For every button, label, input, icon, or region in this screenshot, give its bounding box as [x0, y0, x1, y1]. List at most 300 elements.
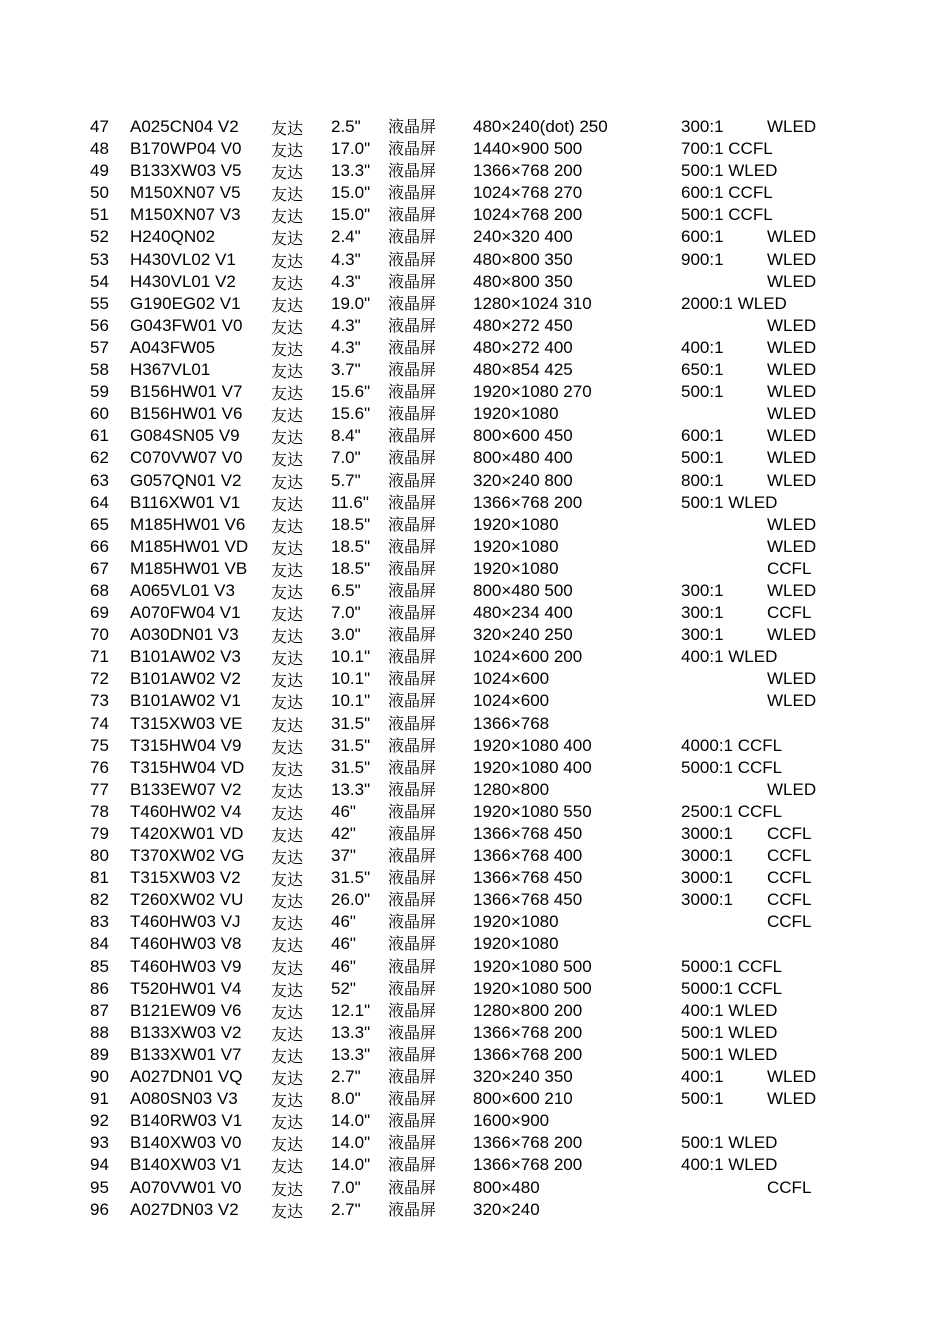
product-type: 液晶屏: [388, 448, 437, 468]
contrast-backlight: 2500:1 CCFL: [681, 801, 783, 821]
row-number: 60: [90, 404, 109, 424]
table-row: [0, 1000, 950, 1022]
backlight-type: WLED: [767, 625, 817, 645]
row-number: 47: [90, 117, 109, 136]
row-number: 84: [90, 934, 109, 954]
screen-size: 3.7": [331, 360, 361, 380]
row-number: 61: [90, 426, 109, 446]
backlight-type: CCFL: [767, 890, 812, 910]
model-code: B133EW07 V2: [130, 779, 242, 799]
backlight-type: CCFL: [767, 824, 812, 843]
table-row: [0, 1088, 950, 1110]
resolution-brightness: 480×234 400: [473, 603, 573, 623]
resolution-brightness: 1366×768 200: [473, 1044, 583, 1064]
model-code: A070VW01 V0: [130, 1177, 242, 1197]
resolution-brightness: 1920×1080 500: [473, 956, 592, 976]
screen-size: 2.7": [331, 1067, 361, 1087]
screen-size: 14.0": [331, 1133, 371, 1153]
contrast-backlight: 500:1 CCFL: [681, 205, 773, 225]
product-type: 液晶屏: [388, 912, 437, 932]
resolution-brightness: 800×600 210: [473, 1089, 573, 1109]
backlight-type: CCFL: [767, 846, 812, 866]
model-code: T420XW01 VD: [130, 824, 244, 843]
screen-size: 46": [331, 801, 356, 821]
contrast-ratio: 300:1: [681, 603, 724, 623]
table-row: [0, 735, 950, 757]
table-row: [0, 867, 950, 889]
backlight-type: WLED: [767, 580, 817, 600]
row-number: 70: [90, 625, 109, 645]
product-table: [0, 116, 950, 1221]
row-number: 71: [90, 647, 109, 667]
table-row: [0, 536, 950, 558]
contrast-backlight: 4000:1 CCFL: [681, 735, 783, 755]
table-row: [0, 160, 950, 182]
product-type: 液晶屏: [388, 647, 437, 667]
product-type: 液晶屏: [388, 713, 437, 733]
model-code: T460HW02 V4: [130, 801, 242, 821]
resolution-brightness: 800×480: [473, 1177, 540, 1197]
resolution-brightness: 1280×800: [473, 779, 550, 799]
screen-size: 13.3": [331, 161, 371, 181]
brand-name: 友达: [271, 362, 304, 382]
row-number: 54: [90, 271, 109, 291]
brand-name: 友达: [271, 295, 304, 315]
model-code: G057QN01 V2: [130, 470, 242, 490]
contrast-ratio: 500:1: [681, 448, 724, 468]
row-number: 68: [90, 580, 109, 600]
product-type: 液晶屏: [388, 1155, 437, 1175]
contrast-ratio: 650:1: [681, 360, 724, 380]
product-type: 液晶屏: [388, 735, 437, 755]
row-number: 75: [90, 735, 109, 755]
table-row: [0, 845, 950, 867]
table-row: [0, 249, 950, 271]
model-code: G043FW01 V0: [130, 315, 243, 335]
screen-size: 46": [331, 956, 356, 976]
brand-name: 友达: [271, 516, 304, 536]
contrast-backlight: 2000:1 WLED: [681, 293, 787, 313]
row-number: 67: [90, 558, 109, 578]
brand-name: 友达: [271, 582, 304, 602]
table-row: [0, 425, 950, 447]
brand-name: 友达: [271, 1069, 304, 1089]
brand-name: 友达: [271, 119, 304, 138]
model-code: B101AW02 V3: [130, 647, 241, 667]
backlight-type: WLED: [767, 691, 817, 711]
product-type: 液晶屏: [388, 337, 437, 357]
brand-name: 友达: [271, 1113, 304, 1133]
model-code: C070VW07 V0: [130, 448, 243, 468]
screen-size: 2.5": [331, 117, 361, 136]
backlight-type: WLED: [767, 470, 817, 490]
brand-name: 友达: [271, 141, 304, 161]
brand-name: 友达: [271, 273, 304, 293]
brand-name: 友达: [271, 406, 304, 426]
table-row: [0, 315, 950, 337]
row-number: 49: [90, 161, 109, 181]
product-type: 液晶屏: [388, 492, 437, 512]
table-row: [0, 558, 950, 580]
contrast-ratio: 600:1: [681, 426, 724, 446]
row-number: 69: [90, 603, 109, 623]
row-number: 91: [90, 1089, 109, 1109]
model-code: T315XW03 VE: [130, 713, 243, 733]
screen-size: 10.1": [331, 669, 371, 689]
row-number: 85: [90, 956, 109, 976]
table-row: [0, 889, 950, 911]
backlight-type: CCFL: [767, 558, 812, 578]
screen-size: 31.5": [331, 735, 371, 755]
brand-name: 友达: [271, 560, 304, 580]
product-type: 液晶屏: [388, 382, 437, 402]
brand-name: 友达: [271, 251, 304, 271]
brand-name: 友达: [271, 1157, 304, 1177]
screen-size: 12.1": [331, 1000, 371, 1020]
contrast-backlight: 500:1 WLED: [681, 1022, 778, 1042]
brand-name: 友达: [271, 229, 304, 249]
contrast-ratio: 900:1: [681, 249, 724, 269]
screen-size: 15.0": [331, 205, 371, 225]
resolution-brightness: 1920×1080 400: [473, 735, 592, 755]
backlight-type: WLED: [767, 315, 817, 335]
backlight-type: WLED: [767, 227, 817, 247]
screen-size: 3.0": [331, 625, 361, 645]
table-row: [0, 978, 950, 1000]
resolution-brightness: 480×854 425: [473, 360, 573, 380]
product-type: 液晶屏: [388, 249, 437, 269]
screen-size: 8.4": [331, 426, 361, 446]
contrast-ratio: 3000:1: [681, 824, 733, 843]
row-number: 62: [90, 448, 109, 468]
screen-size: 4.3": [331, 337, 361, 357]
screen-size: 18.5": [331, 536, 371, 556]
table-row: [0, 1044, 950, 1066]
model-code: B156HW01 V6: [130, 404, 243, 424]
table-row: [0, 757, 950, 779]
resolution-brightness: 1280×800 200: [473, 1000, 583, 1020]
row-number: 95: [90, 1177, 109, 1197]
resolution-brightness: 320×240 250: [473, 625, 573, 645]
backlight-type: WLED: [767, 1089, 817, 1109]
model-code: A080SN03 V3: [130, 1089, 238, 1109]
product-type: 液晶屏: [388, 1089, 437, 1109]
table-row: [0, 359, 950, 381]
model-code: A043FW05: [130, 337, 216, 357]
backlight-type: CCFL: [767, 603, 812, 623]
screen-size: 6.5": [331, 580, 361, 600]
model-code: T370XW02 VG: [130, 846, 245, 866]
model-code: B101AW02 V2: [130, 669, 241, 689]
contrast-ratio: 3000:1: [681, 890, 733, 910]
brand-name: 友达: [271, 538, 304, 558]
resolution-brightness: 1024×600: [473, 669, 550, 689]
resolution-brightness: 480×272 400: [473, 337, 573, 357]
brand-name: 友达: [271, 936, 304, 956]
model-code: T315HW04 V9: [130, 735, 242, 755]
resolution-brightness: 1280×1024 310: [473, 293, 592, 313]
resolution-brightness: 480×800 350: [473, 249, 573, 269]
screen-size: 31.5": [331, 757, 371, 777]
table-row: [0, 116, 950, 138]
brand-name: 友达: [271, 1002, 304, 1022]
contrast-backlight: 700:1 CCFL: [681, 139, 773, 159]
model-code: A030DN01 V3: [130, 625, 239, 645]
screen-size: 18.5": [331, 558, 371, 578]
product-type: 液晶屏: [388, 978, 437, 998]
brand-name: 友达: [271, 958, 304, 978]
row-number: 90: [90, 1067, 109, 1087]
model-code: B156HW01 V7: [130, 382, 243, 402]
contrast-backlight: 600:1 CCFL: [681, 183, 773, 203]
screen-size: 11.6": [331, 492, 369, 512]
model-code: T460HW03 VJ: [130, 912, 241, 932]
brand-name: 友达: [271, 163, 304, 183]
model-code: A027DN01 VQ: [130, 1067, 243, 1087]
product-type: 液晶屏: [388, 470, 437, 490]
screen-size: 15.6": [331, 404, 371, 424]
resolution-brightness: 1366×768 450: [473, 890, 583, 910]
row-number: 82: [90, 890, 109, 910]
resolution-brightness: 1366×768 200: [473, 492, 583, 512]
screen-size: 18.5": [331, 514, 371, 534]
model-code: B133XW01 V7: [130, 1044, 242, 1064]
row-number: 56: [90, 315, 109, 335]
backlight-type: WLED: [767, 382, 817, 402]
resolution-brightness: 1366×768 450: [473, 868, 583, 888]
model-code: M150XN07 V5: [130, 183, 241, 203]
product-type: 液晶屏: [388, 1199, 437, 1219]
row-number: 94: [90, 1155, 109, 1175]
resolution-brightness: 1920×1080: [473, 934, 559, 954]
product-type: 液晶屏: [388, 271, 437, 291]
brand-name: 友达: [271, 892, 304, 912]
resolution-brightness: 320×240 800: [473, 470, 573, 490]
model-code: B170WP04 V0: [130, 139, 242, 159]
contrast-backlight: 500:1 WLED: [681, 1044, 778, 1064]
contrast-ratio: 500:1: [681, 1089, 724, 1109]
row-number: 72: [90, 669, 109, 689]
resolution-brightness: 1024×600: [473, 691, 550, 711]
resolution-brightness: 1366×768 200: [473, 1133, 583, 1153]
product-type: 液晶屏: [388, 536, 437, 556]
product-type: 液晶屏: [388, 1067, 437, 1087]
brand-name: 友达: [271, 207, 304, 227]
model-code: B140XW03 V1: [130, 1155, 242, 1175]
resolution-brightness: 1920×1080 270: [473, 382, 592, 402]
table-row: [0, 293, 950, 315]
table-row: [0, 602, 950, 624]
table-row: [0, 713, 950, 735]
model-code: H430VL01 V2: [130, 271, 236, 291]
backlight-type: CCFL: [767, 868, 812, 888]
row-number: 53: [90, 249, 109, 269]
brand-name: 友达: [271, 472, 304, 492]
model-code: M185HW01 VD: [130, 536, 249, 556]
product-type: 液晶屏: [388, 934, 437, 954]
model-code: T260XW02 VU: [130, 890, 244, 910]
resolution-brightness: 800×600 450: [473, 426, 573, 446]
model-code: A027DN03 V2: [130, 1199, 239, 1219]
table-row: [0, 801, 950, 823]
screen-size: 52": [331, 978, 356, 998]
product-type: 液晶屏: [388, 227, 437, 247]
model-code: B140XW03 V0: [130, 1133, 242, 1153]
resolution-brightness: 1920×1080: [473, 404, 559, 424]
table-row: [0, 226, 950, 248]
row-number: 64: [90, 492, 109, 512]
row-number: 92: [90, 1111, 109, 1131]
backlight-type: WLED: [767, 1067, 817, 1087]
screen-size: 13.3": [331, 779, 371, 799]
brand-name: 友达: [271, 737, 304, 757]
product-type: 液晶屏: [388, 315, 437, 335]
brand-name: 友达: [271, 826, 304, 845]
table-row: [0, 204, 950, 226]
resolution-brightness: 320×240 350: [473, 1067, 573, 1087]
model-code: B140RW03 V1: [130, 1111, 243, 1131]
product-type: 液晶屏: [388, 426, 437, 446]
row-number: 79: [90, 824, 109, 843]
model-code: T460HW03 V9: [130, 956, 242, 976]
table-row: [0, 1177, 950, 1199]
table-row: [0, 1022, 950, 1044]
table-row: [0, 933, 950, 955]
table-row: [0, 514, 950, 536]
screen-size: 7.0": [331, 603, 361, 623]
brand-name: 友达: [271, 450, 304, 470]
product-type: 液晶屏: [388, 890, 437, 910]
backlight-type: CCFL: [767, 1177, 812, 1197]
resolution-brightness: 1920×1080 400: [473, 757, 592, 777]
contrast-ratio: 300:1: [681, 625, 724, 645]
resolution-brightness: 1920×1080 500: [473, 978, 592, 998]
row-number: 96: [90, 1199, 109, 1219]
row-number: 76: [90, 757, 109, 777]
screen-size: 17.0": [331, 139, 371, 159]
row-number: 93: [90, 1133, 109, 1153]
row-number: 55: [90, 293, 109, 313]
product-type: 液晶屏: [388, 868, 437, 888]
backlight-type: WLED: [767, 337, 817, 357]
screen-size: 10.1": [331, 647, 371, 667]
contrast-backlight: 400:1 WLED: [681, 1000, 778, 1020]
screen-size: 31.5": [331, 868, 371, 888]
brand-name: 友达: [271, 671, 304, 691]
contrast-ratio: 400:1: [681, 337, 724, 357]
table-row: [0, 381, 950, 403]
resolution-brightness: 320×240: [473, 1199, 540, 1219]
screen-size: 37": [331, 846, 356, 866]
row-number: 59: [90, 382, 109, 402]
contrast-ratio: 3000:1: [681, 868, 733, 888]
screen-size: 13.3": [331, 1044, 371, 1064]
brand-name: 友达: [271, 914, 304, 934]
row-number: 74: [90, 713, 109, 733]
product-type: 液晶屏: [388, 1000, 437, 1020]
brand-name: 友达: [271, 693, 304, 713]
brand-name: 友达: [271, 605, 304, 625]
screen-size: 42": [331, 824, 356, 843]
resolution-brightness: 1440×900 500: [473, 139, 583, 159]
contrast-ratio: 400:1: [681, 1067, 724, 1087]
screen-size: 26.0": [331, 890, 371, 910]
contrast-backlight: 400:1 WLED: [681, 1155, 778, 1175]
screen-size: 7.0": [331, 448, 361, 468]
brand-name: 友达: [271, 339, 304, 359]
row-number: 57: [90, 337, 109, 357]
product-type: 液晶屏: [388, 625, 437, 645]
table-row: [0, 1110, 950, 1132]
screen-size: 15.6": [331, 382, 371, 402]
screen-size: 5.7": [331, 470, 361, 490]
screen-size: 14.0": [331, 1155, 371, 1175]
table-row: [0, 1154, 950, 1176]
row-number: 48: [90, 139, 109, 159]
table-row: [0, 182, 950, 204]
row-number: 65: [90, 514, 109, 534]
backlight-type: CCFL: [767, 912, 812, 932]
product-type: 液晶屏: [388, 1111, 437, 1131]
model-code: B121EW09 V6: [130, 1000, 242, 1020]
table-row: [0, 580, 950, 602]
brand-name: 友达: [271, 1201, 304, 1221]
screen-size: 2.4": [331, 227, 361, 247]
table-row: [0, 911, 950, 933]
contrast-ratio: 300:1: [681, 117, 724, 136]
brand-name: 友达: [271, 1091, 304, 1111]
model-code: B101AW02 V1: [130, 691, 241, 711]
contrast-backlight: 500:1 WLED: [681, 161, 778, 181]
backlight-type: WLED: [767, 536, 817, 556]
brand-name: 友达: [271, 494, 304, 514]
resolution-brightness: 800×480 400: [473, 448, 573, 468]
row-number: 89: [90, 1044, 109, 1064]
model-code: A025CN04 V2: [130, 117, 239, 136]
resolution-brightness: 1920×1080: [473, 912, 559, 932]
product-type: 液晶屏: [388, 1133, 437, 1153]
product-type: 液晶屏: [388, 669, 437, 689]
brand-name: 友达: [271, 1135, 304, 1155]
product-type: 液晶屏: [388, 183, 437, 203]
model-code: H367VL01: [130, 360, 211, 380]
screen-size: 8.0": [331, 1089, 361, 1109]
resolution-brightness: 1920×1080: [473, 536, 559, 556]
product-type: 液晶屏: [388, 757, 437, 777]
screen-size: 14.0": [331, 1111, 371, 1131]
contrast-backlight: 5000:1 CCFL: [681, 978, 783, 998]
product-type: 液晶屏: [388, 514, 437, 534]
resolution-brightness: 1366×768 400: [473, 846, 583, 866]
backlight-type: WLED: [767, 779, 817, 799]
brand-name: 友达: [271, 870, 304, 890]
table-row: [0, 1199, 950, 1221]
table-row: [0, 690, 950, 712]
model-code: M185HW01 VB: [130, 558, 248, 578]
model-code: B116XW01 V1: [130, 492, 241, 512]
table-row: [0, 646, 950, 668]
model-code: B133XW03 V5: [130, 161, 242, 181]
screen-size: 10.1": [331, 691, 371, 711]
product-type: 液晶屏: [388, 205, 437, 225]
model-code: M150XN07 V3: [130, 205, 241, 225]
brand-name: 友达: [271, 384, 304, 404]
model-code: T315HW04 VD: [130, 757, 245, 777]
resolution-brightness: 1024×768 200: [473, 205, 583, 225]
row-number: 88: [90, 1022, 109, 1042]
product-type: 液晶屏: [388, 846, 437, 866]
model-code: B133XW03 V2: [130, 1022, 242, 1042]
